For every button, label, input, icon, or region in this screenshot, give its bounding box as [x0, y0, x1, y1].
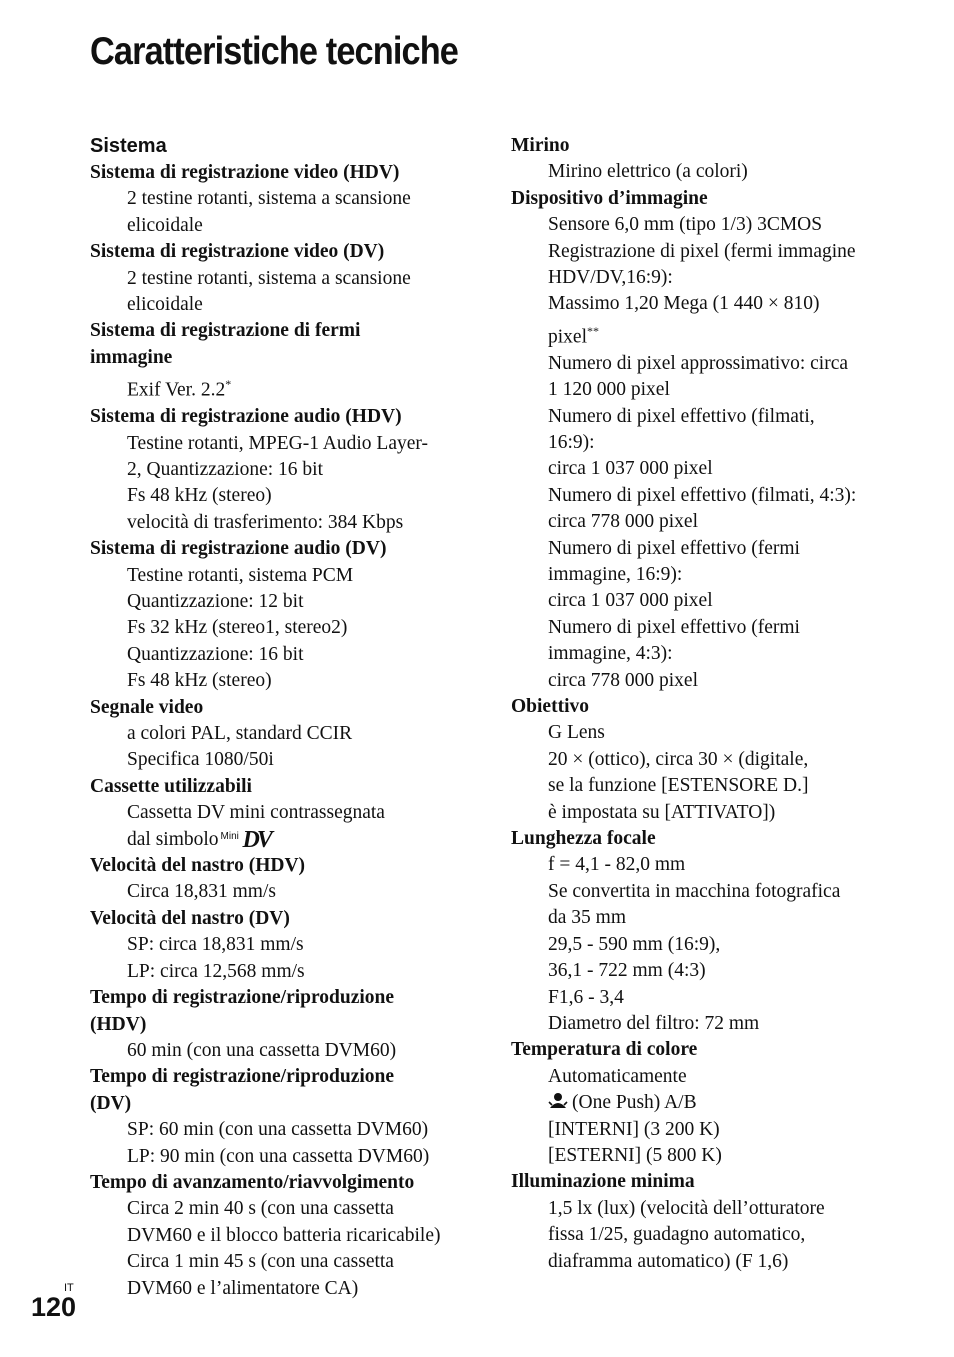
spec-focal-length: [511, 826, 891, 1037]
spec-audio-hdv: [90, 404, 470, 536]
spec-line: da 35 mm: [548, 907, 626, 929]
spec-heading: Cassette utilizzabili: [90, 775, 252, 797]
spec-line: SP: circa 18,831 mm/s: [127, 934, 304, 956]
spec-line: G Lens: [548, 722, 605, 744]
spec-line: [90, 371, 470, 404]
spec-line: DVM60 e l’alimentatore CA): [127, 1277, 359, 1299]
spec-video-hdv: [90, 160, 470, 239]
spec-line: Diametro del filtro: 72 mm: [548, 1012, 760, 1034]
spec-line: 36,1 - 722 mm (4:3): [548, 960, 706, 982]
footnote-marker: *: [225, 377, 232, 392]
spec-heading: Sistema di registrazione video (DV): [90, 241, 385, 263]
spec-line: 2, Quantizzazione: 16 bit: [127, 458, 324, 480]
spec-line: Fs 32 kHz (stereo1, stereo2): [127, 617, 348, 639]
spec-line: Circa 2 min 40 s (con una cassetta: [127, 1198, 394, 1220]
spec-line: Numero di pixel effettivo (filmati,: [548, 405, 815, 427]
spec-line: se la funzione [ESTENSORE D.]: [548, 775, 809, 797]
spec-heading: Tempo di avanzamento/riavvolgimento: [90, 1171, 415, 1193]
spec-line: f = 4,1 - 82,0 mm: [548, 854, 686, 876]
spec-line: LP: circa 12,568 mm/s: [127, 960, 305, 982]
spec-value: Exif Ver. 2.2: [127, 379, 226, 401]
mini-dv-logo-mini: Mini: [220, 830, 239, 842]
spec-rec-time-dv: [90, 1064, 470, 1170]
footnote-marker: **: [587, 323, 599, 338]
spec-line: SP: 60 min (con una cassetta DVM60): [127, 1119, 429, 1141]
spec-line: Numero di pixel approssimativo: circa: [548, 352, 849, 374]
spec-line: Se convertita in macchina fotografica: [548, 880, 841, 902]
spec-line: Cassetta DV mini contrassegnata: [127, 802, 385, 824]
spec-line: [ESTERNI] (5 800 K): [548, 1144, 722, 1166]
spec-heading: Mirino: [511, 135, 570, 156]
spec-line: 29,5 - 590 mm (16:9),: [548, 933, 721, 955]
spec-heading: Sistema di registrazione audio (HDV): [90, 406, 402, 428]
spec-line: 1,5 lx (lux) (velocità dell’otturatore: [548, 1197, 825, 1219]
spec-lens: [511, 694, 891, 826]
spec-line: [90, 827, 470, 853]
spec-cassettes: [90, 774, 470, 853]
spec-line: 20 × (ottico), circa 30 × (digitale,: [548, 748, 809, 770]
page-title: Caratteristiche tecniche: [90, 30, 459, 73]
spec-audio-dv: [90, 536, 470, 694]
spec-line: LP: 90 min (con una cassetta DVM60): [127, 1145, 430, 1167]
spec-heading-cont: (HDV): [90, 1013, 147, 1035]
spec-line: elicoidale: [127, 294, 203, 316]
section-heading: Sistema: [90, 135, 167, 157]
spec-line: è impostata su [ATTIVATO]): [548, 801, 776, 823]
page-number: 120: [31, 1292, 77, 1322]
spec-line: circa 1 037 000 pixel: [548, 590, 713, 612]
spec-line: Numero di pixel effettivo (fermi: [548, 616, 800, 638]
spec-line: Massimo 1,20 Mega (1 440 × 810): [548, 293, 820, 315]
spec-line: Quantizzazione: 16 bit: [127, 643, 304, 665]
left-column: [90, 133, 470, 1302]
spec-video-signal: [90, 695, 470, 774]
spec-line: circa 778 000 pixel: [548, 511, 698, 533]
spec-heading: Illuminazione minima: [511, 1171, 695, 1193]
spec-line: immagine, 16:9):: [548, 564, 683, 585]
spec-line: [511, 318, 891, 351]
spec-rec-time-hdv: [90, 985, 470, 1064]
spec-line: Testine rotanti, sistema PCM: [127, 564, 354, 586]
spec-image-device: [511, 186, 891, 694]
spec-heading: Tempo di registrazione/riproduzione: [90, 1066, 395, 1088]
spec-video-dv: [90, 239, 470, 318]
spec-line: 2 testine rotanti, sistema a scansione: [127, 188, 411, 210]
spec-line: Numero di pixel effettivo (filmati, 4:3):: [548, 484, 857, 506]
spec-line: [511, 1090, 891, 1116]
spec-line: circa 778 000 pixel: [548, 669, 698, 691]
spec-heading: Velocità del nastro (HDV): [90, 855, 306, 877]
spec-line: diaframma automatico) (F 1,6): [548, 1250, 789, 1272]
spec-heading-cont: (DV): [90, 1092, 132, 1114]
spec-line: Registrazione di pixel (fermi immagine: [548, 240, 856, 262]
spec-value: pixel: [548, 326, 587, 348]
spec-still-image: [90, 318, 470, 404]
spec-line: Sensore 6,0 mm (tipo 1/3) 3CMOS: [548, 214, 823, 236]
spec-line: 1 120 000 pixel: [548, 379, 670, 401]
spec-heading-cont: immagine: [90, 346, 173, 368]
spec-line: fissa 1/25, guadagno automatico,: [548, 1224, 806, 1246]
spec-line: Mirino elettrico (a colori): [548, 161, 748, 183]
spec-line: Numero di pixel effettivo (fermi: [548, 537, 800, 559]
spec-line: Fs 48 kHz (stereo): [127, 670, 272, 692]
spec-line: [INTERNI] (3 200 K): [548, 1118, 720, 1140]
spec-heading: Dispositivo d’immagine: [511, 187, 708, 209]
spec-line: Circa 18,831 mm/s: [127, 881, 276, 903]
spec-viewfinder: [511, 133, 891, 186]
right-column: [511, 133, 891, 1275]
spec-line: F1,6 - 3,4: [548, 986, 624, 1008]
spec-line: 16:9):: [548, 431, 595, 453]
spec-line: a colori PAL, standard CCIR: [127, 723, 353, 745]
spec-heading: Sistema di registrazione video (HDV): [90, 162, 400, 183]
spec-line: Fs 48 kHz (stereo): [127, 485, 272, 507]
spec-line: immagine, 4:3):: [548, 643, 673, 665]
spec-color-temperature: [511, 1037, 891, 1169]
spec-min-illumination: [511, 1169, 891, 1275]
spec-line: Specifica 1080/50i: [127, 749, 274, 771]
mini-dv-logo-icon: [219, 826, 271, 853]
spec-ff-rew-time: [90, 1170, 470, 1302]
spec-line: elicoidale: [127, 214, 203, 236]
spec-line: Circa 1 min 45 s (con una cassetta: [127, 1251, 394, 1273]
spec-line: 2 testine rotanti, sistema a scansione: [127, 267, 411, 289]
spec-heading: Obiettivo: [511, 696, 589, 718]
spec-value: (One Push) A/B: [572, 1092, 697, 1114]
spec-heading: Tempo di registrazione/riproduzione: [90, 987, 395, 1009]
mini-dv-logo-dv: DV: [242, 826, 270, 853]
spec-line: Testine rotanti, MPEG-1 Audio Layer-: [127, 432, 428, 454]
spec-heading: Lunghezza focale: [511, 828, 656, 850]
spec-line: 60 min (con una cassetta DVM60): [127, 1039, 397, 1061]
spec-line: circa 1 037 000 pixel: [548, 458, 713, 480]
spec-line: HDV/DV,16:9):: [548, 267, 673, 289]
spec-heading: Segnale video: [90, 696, 204, 718]
spec-line: DVM60 e il blocco batteria ricaricabile): [127, 1224, 441, 1246]
page-language-label: IT: [64, 1282, 74, 1294]
spec-line: Quantizzazione: 12 bit: [127, 591, 304, 612]
spec-line: velocità di trasferimento: 384 Kbps: [127, 511, 404, 533]
spec-line: Automaticamente: [548, 1065, 687, 1087]
spec-heading: Temperatura di colore: [511, 1039, 698, 1061]
spec-heading: Sistema di registrazione di fermi: [90, 320, 361, 342]
spec-tape-speed-hdv: [90, 853, 470, 906]
spec-value: dal simbolo: [127, 828, 219, 850]
spec-tape-speed-dv: [90, 906, 470, 985]
spec-heading: Sistema di registrazione audio (DV): [90, 538, 387, 560]
spec-heading: Velocità del nastro (DV): [90, 907, 290, 929]
one-push-white-balance-icon: [548, 1092, 568, 1110]
